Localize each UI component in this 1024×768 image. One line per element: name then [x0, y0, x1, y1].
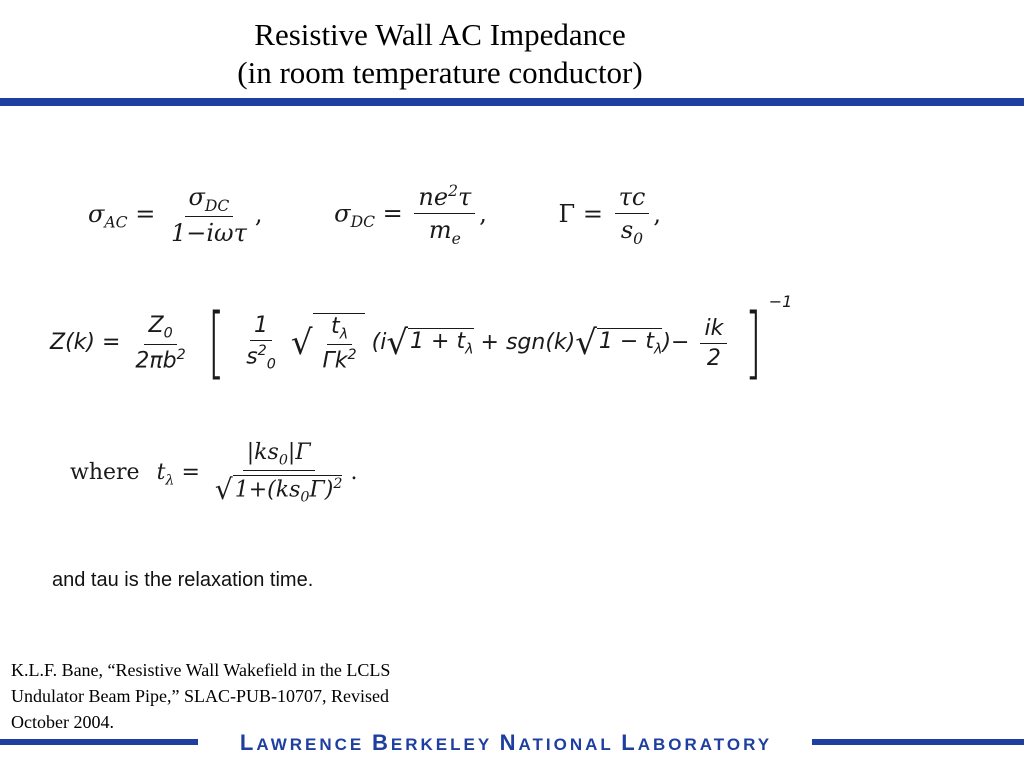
radical-sign-3: √ [575, 323, 597, 363]
lab-word-4: LABORATORY [621, 730, 773, 755]
footer-rule-left [0, 739, 198, 745]
lab-word-2: BERKELEY [372, 730, 492, 755]
radical-sign-4: √ [214, 473, 233, 507]
sigma-dc-symbol: σ [334, 199, 351, 228]
t-num-a: |ks [246, 440, 279, 465]
lab-word-3: NATIONAL [499, 730, 614, 755]
sigma-dc-num-tail: τ [457, 183, 472, 211]
z-term-d: 1 − t [598, 329, 654, 355]
where-word: where [70, 460, 140, 486]
sigma-ac-equation: $\sigma_{AC}$ = $\frac{\sigma_{DC}}{\text{1−iωτ}}$ , [88, 182, 263, 248]
sqrt-inner-fraction [313, 313, 365, 374]
lab-wordmark [204, 730, 808, 756]
t-den-sup: 2 [333, 475, 343, 492]
lab-word-1: LAWRENCE [239, 730, 365, 755]
gamma-den-base: s [620, 215, 634, 244]
gamma-equation: Γ = $\frac{\tau c}{s_0}$ , [558, 182, 661, 248]
z-last-num: ik [700, 316, 727, 344]
z-inner-fraction-1 [242, 313, 280, 373]
sigma-ac-numerator-subscript: DC [204, 196, 230, 215]
sigma-dc-subscript: DC [350, 213, 375, 232]
z-term-c: + sgn(k) [480, 330, 576, 355]
sigma-dc-equation: $\sigma_{DC}$ = $\frac{ne^2\tau}{m_e}$ , [334, 182, 487, 248]
citation [11, 657, 511, 735]
z-inner1-den-sup: 2 [257, 343, 267, 360]
sigma-dc-den-base: m [428, 216, 452, 244]
z-pref-den-sup: 2 [176, 346, 186, 363]
sqrt-term-b [408, 328, 474, 357]
z-last-den: 2 [706, 345, 721, 371]
z-last-fraction [700, 316, 727, 371]
radical-sign-2: √ [386, 323, 409, 363]
relaxation-time-note: and tau is the relaxation time. [52, 569, 314, 591]
z-inner1-den-base: s [246, 344, 258, 370]
slide-title [0, 16, 880, 92]
title-line-1: Resistive Wall AC Impedance [254, 17, 626, 52]
t-lhs-sub: λ [165, 472, 175, 489]
z-term-e: )− [662, 330, 690, 355]
sigma-dc-num-sup: 2 [448, 182, 458, 200]
radical-sign: √ [290, 323, 313, 363]
impedance-equation: Z(k) = $\frac{Z_0}{2\pi b^2}$ [ $\frac{1}{s^2_0}$ √ $\frac{t_\lambda}{\Gamma k^2}$ $(i√1 + t_\lambda + sgn(k)√1 - t_\lambda)-$ $\frac{ik}{2}$ ] $^{-1}$ [50, 291, 793, 388]
gamma-fraction [615, 183, 650, 248]
z-inner2-num-sub: λ [339, 326, 349, 343]
sigma-ac-fraction [167, 183, 251, 248]
z-pref-num-base: Z [148, 313, 164, 339]
z-inner2-num-base: t [331, 313, 340, 339]
footer-rule-right [812, 739, 1024, 745]
z-inner2-den-base: Γk [322, 348, 348, 374]
z-pref-den: 2πb [135, 347, 177, 373]
sigma-ac-subscript: AC [104, 213, 128, 232]
gamma-den-sub: 0 [633, 229, 644, 248]
t-lhs-base: t [156, 460, 166, 486]
sigma-dc-den-sub: e [451, 229, 461, 248]
t-num-b: |Γ [287, 440, 311, 465]
z-pref-num-sub: 0 [163, 325, 173, 342]
t-lambda-definition: where $t_\lambda$ = $\frac{|ks_0|\Gamma}{√1+(ks_0\Gamma)^2}$ . [70, 440, 358, 507]
t-den-a: 1+(ks [234, 476, 301, 502]
sigma-dc-num-base: ne [418, 183, 449, 211]
z-term-b: 1 + t [410, 329, 466, 355]
sigma-ac-numerator: σ [188, 182, 205, 211]
sigma-symbol: σ [88, 199, 105, 228]
z-inner1-num: 1 [250, 313, 272, 341]
left-bracket: [ [207, 298, 225, 388]
z-term-a: (i [371, 330, 387, 355]
gamma-symbol: Γ [558, 199, 576, 228]
t-den-b: Γ) [309, 476, 334, 502]
z-inner-fraction-2 [319, 314, 361, 374]
t-den-sub: 0 [300, 489, 310, 506]
z-exponent: −1 [768, 291, 793, 311]
sigma-dc-fraction [414, 182, 475, 248]
z-lhs: Z(k) [50, 330, 95, 355]
z-inner1-den-sub: 0 [266, 356, 276, 373]
citation-line-1: K.L.F. Bane, “Resistive Wall Wakefield in the LCLS [11, 660, 391, 680]
header-rule [0, 98, 1024, 106]
right-bracket: ] [745, 298, 762, 388]
z-term-b-sub: λ [465, 341, 474, 358]
citation-line-3: October 2004. [11, 712, 114, 732]
sqrt-term-d [597, 328, 663, 357]
t-num-sub: 0 [278, 452, 288, 469]
z-term-d-sub: λ [653, 341, 663, 358]
t-lambda-fraction [211, 440, 347, 506]
z-inner2-den-sup: 2 [347, 347, 357, 364]
z-prefactor [131, 313, 189, 373]
citation-line-2: Undulator Beam Pipe,” SLAC-PUB-10707, Revised [11, 686, 389, 706]
title-line-2: (in room temperature conductor) [237, 55, 643, 90]
conductivity-equations [88, 182, 661, 248]
gamma-numerator: τc [615, 183, 650, 214]
sigma-ac-denominator: 1−iωτ [170, 219, 247, 248]
